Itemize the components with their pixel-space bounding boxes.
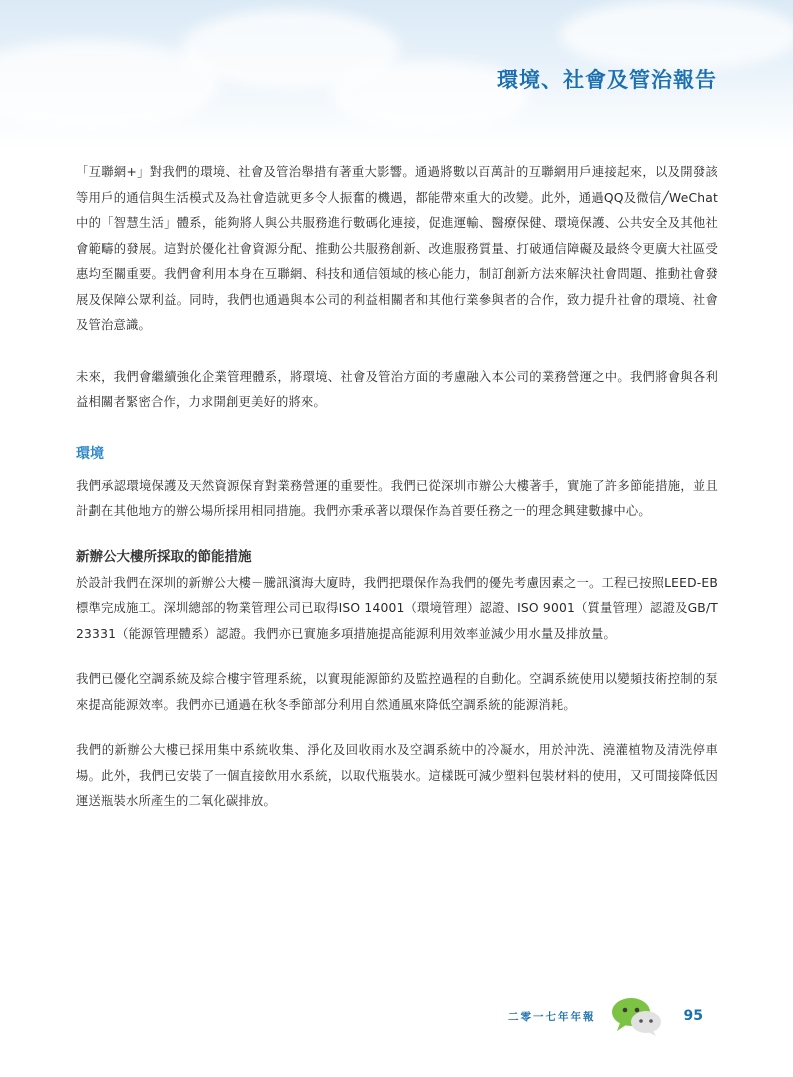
annual-report-label: 二零一七年年報 xyxy=(508,1010,596,1023)
energy-paragraph: 於設計我們在深圳的新辦公大樓－騰訊濱海大廈時，我們把環保作為我們的優先考慮因素之一。工程已按照LEED-EB標準完成施工。深圳總部的物業管理公司已取得ISO 14001（環境管理）認證、ISO 9001（質量管理）認證及GB/T 23331（能源管理體系）認證。我們亦已實施多項措施提高能源利用效率並減少用水量及排放量。 xyxy=(76,575,718,641)
section-heading-environment: 環境 xyxy=(76,445,104,462)
cloud-decoration xyxy=(560,0,793,70)
subheading-energy-measures: 新辦公大樓所採取的節能措施 xyxy=(76,548,252,565)
intro-paragraph: 未來，我們會繼續強化企業管理體系，將環境、社會及管治方面的考慮融入本公司的業務營運之中。我們將會與各利益相關者緊密合作，力求開創更美好的將來。 xyxy=(76,369,718,409)
energy-paragraph: 我們的新辦公大樓已採用集中系統收集、淨化及回收雨水及空調系統中的冷凝水，用於沖洗、澆灌植物及清洗停車場。此外，我們已安裝了一個直接飲用水系統，以取代瓶裝水。這樣既可減少塑料包裝材料的使用，又可間接降低因運送瓶裝水所產生的二氧化碳排放。 xyxy=(76,743,718,808)
environment-paragraph: 我們承認環境保護及天然資源保育對業務營運的重要性。我們已從深圳市辦公大樓著手，實施了許多節能措施，並且計劃在其他地方的辦公場所採用相同措施。我們亦秉承著以環保作為首要任務之一的理念興建數據中心。 xyxy=(76,478,718,518)
energy-paragraph: 我們已優化空調系統及綜合樓宇管理系統，以實現能源節約及監控過程的自動化。空調系統使用以變頻技術控制的泵來提高能源效率。我們亦已通過在秋冬季節部分利用自然通風來降低空調系統的能源消耗。 xyxy=(76,672,718,712)
page-title: 環境、社會及管治報告 xyxy=(497,68,717,92)
main-content xyxy=(76,160,718,815)
page-footer xyxy=(508,999,703,1033)
wechat-icon xyxy=(610,996,662,1036)
intro-paragraph: 「互聯網+」對我們的環境、社會及管治舉措有著重大影響。通過將數以百萬計的互聯網用戶連接起來，以及開發該等用戶的通信與生活模式及為社會造就更多令人振奮的機遇，都能帶來重大的改變。此外，通過QQ及微信╱WeChat中的「智慧生活」體系，能夠將人與公共服務進行數碼化連接，促進運輸、醫療保健、環境保護、公共安全及其他社會範疇的發展。這對於優化社會資源分配、推動公共服務創新、改進服務質量、打破通信障礙及最終令更廣大社區受惠均至關重要。我們會利用本身在互聯網、科技和通信領域的核心能力，制訂創新方法來解決社會問題、推動社會發展及保障公眾利益。同時，我們也通過與本公司的利益相關者和其他行業參與者的合作，致力提升社會的環境、社會及管治意識。 xyxy=(76,165,718,332)
page-number: 95 xyxy=(683,1008,703,1024)
